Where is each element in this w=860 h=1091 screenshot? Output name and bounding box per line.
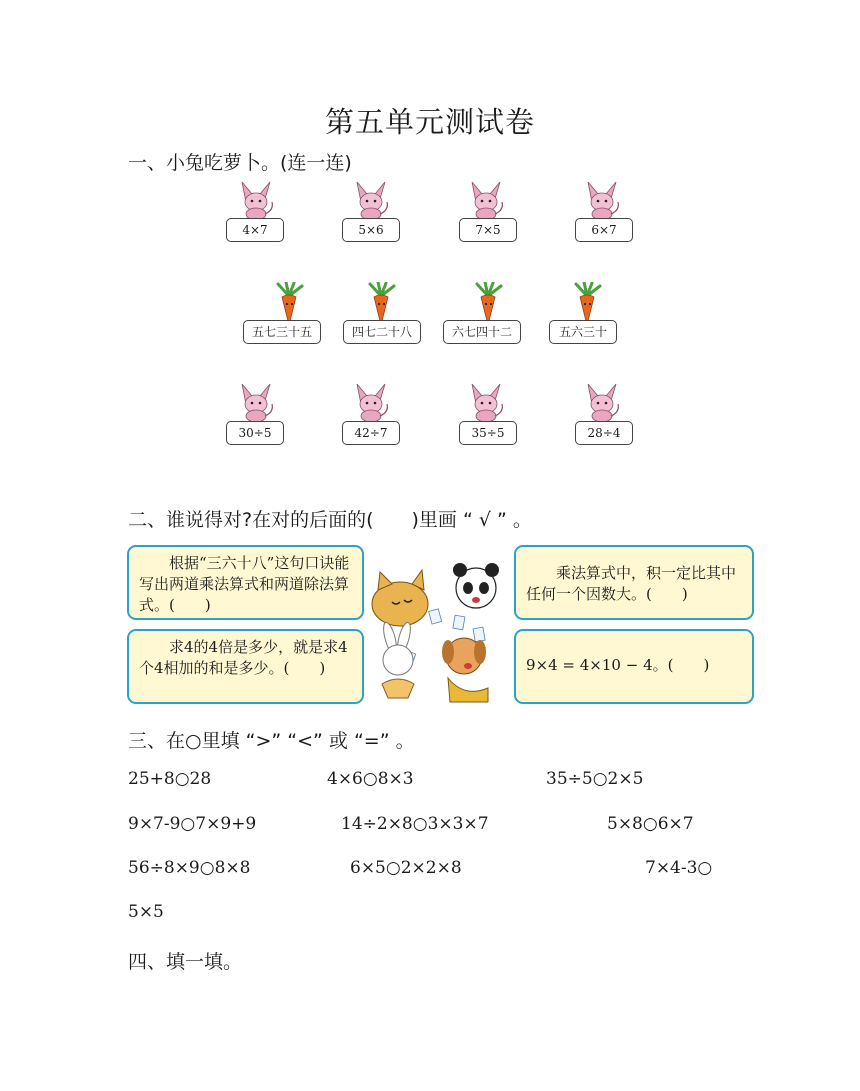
- rabbit-icon: [462, 382, 510, 422]
- speech-bubble-cat: 根据“三六十八”这句口诀能写出两道乘法算式和两道除法算式。( ): [127, 545, 364, 620]
- dog-icon: [442, 638, 488, 702]
- rabbit-icon: [578, 382, 626, 422]
- carrot-card[interactable]: 五六三十: [549, 320, 617, 344]
- rabbit-card[interactable]: 30÷5: [226, 421, 284, 445]
- carrot-icon: [364, 282, 398, 322]
- carrot-icon: [272, 282, 306, 322]
- comparison-item[interactable]: 9×7-9○7×9+9: [128, 814, 257, 834]
- rabbit-card[interactable]: 35÷5: [459, 421, 517, 445]
- section-1-heading: 一、小兔吃萝卜。(连一连): [128, 152, 352, 174]
- carrot-card[interactable]: 五七三十五: [243, 320, 321, 344]
- comparison-item[interactable]: 25+8○28: [128, 769, 212, 789]
- comparison-item[interactable]: 14÷2×8○3×3×7: [341, 814, 489, 834]
- rabbit-icon: [347, 382, 395, 422]
- carrot-icon: [570, 282, 604, 322]
- rabbit-card[interactable]: 5×6: [342, 218, 400, 242]
- section-3-heading: 三、在○里填 “>” “<” 或 “=” 。: [128, 730, 415, 752]
- section-2-heading: 二、谁说得对?在对的后面的( )里画 “ √ ” 。: [128, 509, 532, 531]
- rabbit-icon: [232, 180, 280, 220]
- rabbit-icon: [578, 180, 626, 220]
- comparison-item[interactable]: 35÷5○2×5: [546, 769, 644, 789]
- cat-icon: [372, 570, 428, 626]
- rabbit-card[interactable]: 7×5: [459, 218, 517, 242]
- comparison-item[interactable]: 5×8○6×7: [607, 814, 694, 834]
- comparison-item[interactable]: 4×6○8×3: [327, 769, 414, 789]
- rabbit-card[interactable]: 42÷7: [342, 421, 400, 445]
- rabbit-card[interactable]: 4×7: [226, 218, 284, 242]
- rabbit-icon: [232, 382, 280, 422]
- speech-bubble-rabbit: 求4的4倍是多少，就是求4个4相加的和是多少。( ): [127, 629, 364, 704]
- section-4-heading: 四、填一填。: [128, 951, 243, 973]
- speech-bubble-panda: 乘法算式中，积一定比其中任何一个因数大。( ): [514, 545, 754, 620]
- white-rabbit-icon: [381, 621, 414, 698]
- speech-bubble-dog: 9×4 = 4×10 − 4。( ): [514, 629, 754, 704]
- comparison-item[interactable]: 6×5○2×2×8: [350, 858, 462, 878]
- panda-icon: [453, 563, 499, 608]
- carrot-icon: [471, 282, 505, 322]
- comparison-item[interactable]: 56÷8×9○8×8: [128, 858, 251, 878]
- rabbit-icon: [462, 180, 510, 220]
- rabbit-card[interactable]: 6×7: [575, 218, 633, 242]
- carrot-card[interactable]: 四七二十八: [343, 320, 421, 344]
- carrot-card[interactable]: 六七四十二: [443, 320, 521, 344]
- animal-characters-illustration: [364, 548, 514, 704]
- comparison-item-continued: 5×5: [128, 902, 164, 922]
- comparison-item[interactable]: 7×4-3○: [645, 858, 713, 878]
- rabbit-card[interactable]: 28÷4: [575, 421, 633, 445]
- page-title: 第五单元测试卷: [324, 105, 535, 139]
- rabbit-icon: [347, 180, 395, 220]
